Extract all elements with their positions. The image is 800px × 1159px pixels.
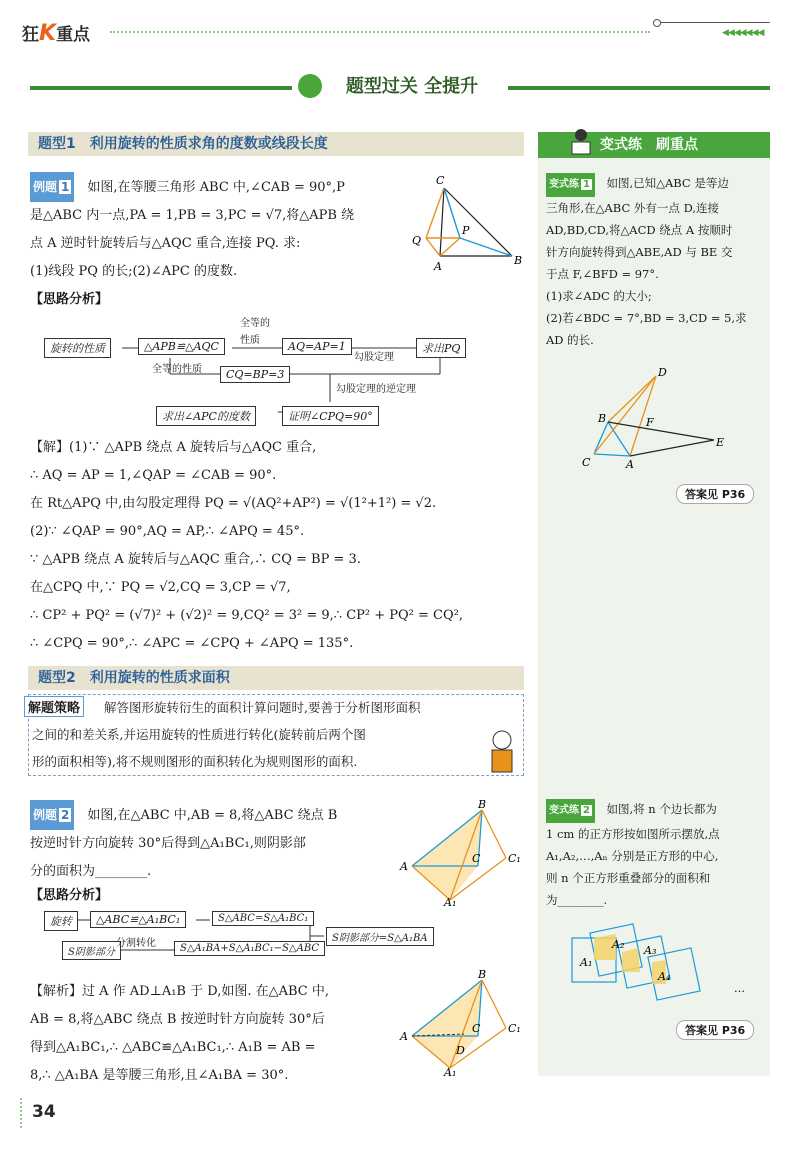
v1-label-c: C	[582, 456, 591, 469]
flow1-text-congruent-1: 全等的	[240, 318, 270, 329]
variant2-tag: 变式练 2	[546, 799, 595, 823]
flow1-text-congruent-property: 全等的性质	[152, 364, 202, 375]
brand-logo: 狂K重点	[22, 21, 91, 46]
v1-label-f: F	[646, 416, 654, 429]
fig1-label-b: B	[514, 254, 523, 267]
example2-analysis-label: 【思路分析】	[30, 888, 109, 903]
ex2b-label-a: A	[400, 1030, 408, 1043]
flow1-box-find-pq: 求出PQ	[416, 338, 466, 358]
ex2b-label-d: D	[456, 1044, 465, 1057]
ex2b-label-a1: A₁	[444, 1066, 457, 1078]
v2-label-dots: …	[734, 982, 745, 995]
header-arrows: ◀◀◀◀◀◀◀	[722, 28, 764, 38]
example1-tag: 例题 1	[30, 172, 74, 202]
right-panel-title: 变式练 刷重点	[538, 132, 770, 158]
example1-solution: 【解】(1)∵ △APB 绕点 A 旋转后与△AQC 重合, ∴ AQ = AP = 1,∠QAP = ∠CAB = 90°. 在 Rt△APQ 中,由勾股定理得 PQ = √(AQ²+AP²) = √(1²+1²) = √2. (2)∵ ∠QAP = 90°,AQ = AP,∴ ∠APQ = 45°. ∵ △APB 绕点 A 旋转后与△AQC 重合,∴ CQ = BP = 3. 在△CPQ 中,∵ PQ = √2,CQ = 3,CP = √7, ∴ CP² + PQ² = (√7)² + (√2)² = 9,CQ² = 3² = 9,∴ CP² + PQ² = CQ², ∴ ∠CPQ = 90°,∴ ∠APC = ∠CPQ + ∠APQ = 135°.	[30, 440, 463, 651]
banner-bar-right	[508, 86, 770, 90]
v1-label-b: B	[598, 412, 607, 425]
example2-problem: 例题 2 如图,在△ABC 中,AB = 8,将△ABC 绕点 B 按逆时针方向旋转 30°后得到△A₁BC₁,则阴影部 分的面积为________.	[30, 800, 410, 886]
variant1-text: 变式练 1 如图,已知△ABC 是等边 三角形,在△ABC 外有一点 D,连接 AD,BD,CD,将△ACD 绕点 A 按顺时 针方向旋转得到△ABE,AD 与 BE 交 于点 F,∠BFD = 97°. (1)求∠ADC 的大小; (2)若∠BDC = 7°,BD = 3,CD = 5,求 AD 的长.	[546, 172, 766, 351]
flow2-box-congruent: △ABC≌△A₁BC₁	[90, 911, 186, 928]
banner-title: 题型过关 全提升	[345, 76, 479, 97]
flow1-box-prove-cpq: 证明∠CPQ=90°	[282, 406, 379, 426]
fig1-label-c: C	[436, 174, 445, 187]
strategy-tag: 解题策略	[24, 696, 84, 717]
flow2-box-area-equal: S△ABC=S△A₁BC₁	[212, 911, 314, 926]
flow1-box-aq-ap: AQ=AP=1	[282, 338, 352, 355]
v2-label-a1: A₁	[580, 956, 593, 969]
flow1-box-congruent: △APB≌△AQC	[138, 338, 225, 355]
flow2-text-split: 分割转化	[116, 938, 156, 949]
page-number: 34	[32, 1102, 56, 1122]
example1-figure	[408, 172, 532, 276]
variant2-answer-ref[interactable]: 答案见 P36	[676, 1020, 754, 1040]
flow1-text-converse: 勾股定理的逆定理	[336, 384, 416, 395]
example2-figure	[398, 800, 530, 908]
section1-title: 题型1 利用旋转的性质求角的度数或线段长度	[28, 132, 524, 156]
student-icon	[566, 126, 596, 156]
fig1-label-q: Q	[412, 234, 422, 247]
header-line	[660, 22, 770, 23]
ex2-label-b: B	[478, 800, 487, 811]
ex2-label-a: A	[400, 860, 408, 873]
flow1-box-property: 旋转的性质	[44, 338, 111, 358]
flow2-box-result: S阴影部分=S△A₁BA	[326, 927, 434, 946]
example2-solution: 【解析】过 A 作 AD⊥A₁B 于 D,如图. 在△ABC 中, AB = 8,将△ABC 绕点 B 按逆时针方向旋转 30°后 得到△A₁BC₁,∴ △ABC≌△A₁BC₁,∴ A₁B = AB = 8,∴ △A₁BA 是等腰三角形,且∠A₁BA = 30°.	[30, 984, 329, 1083]
example2-tag: 例题 2	[30, 800, 74, 830]
ex2b-label-c: C	[472, 1022, 481, 1035]
variant2-text: 变式练 2 如图,将 n 个边长都为 1 cm 的正方形按如图所示摆放,点 A₁,A₂,…,Aₙ 分别是正方形的中心, 则 n 个正方形重叠部分的面积和 为________.	[546, 798, 766, 911]
variant2-figure	[566, 918, 756, 1010]
fig1-label-a: A	[434, 260, 442, 273]
example1-problem: 例题 1 如图,在等腰三角形 ABC 中,∠CAB = 90°,P 是△ABC 内一点,PA = 1,PB = 3,PC = √7,将△APB 绕 点 A 逆时针旋转后与△AQC 重合,连接 PQ. 求: (1)线段 PQ 的长;(2)∠APC 的度数.	[30, 172, 410, 286]
flow2-box-shadow: S阴影部分	[62, 941, 121, 960]
banner-bar-left	[30, 86, 292, 90]
strategy-text: 解答图形旋转衍生的面积计算问题时,要善于分析图形面积 之间的和差关系,并运用旋转的性质进行转化(旋转前后两个图 形的面积相等),将不规则图形的面积转化为规则图形的面积.	[32, 700, 421, 769]
variant1-figure	[574, 362, 734, 474]
ex2b-label-b: B	[478, 970, 487, 981]
cartoon-icon	[480, 728, 524, 780]
ex2-label-c1: C₁	[508, 852, 521, 865]
ex2-label-c: C	[472, 852, 481, 865]
example2-figure-2	[398, 970, 530, 1078]
v2-label-a4: A₄	[658, 970, 671, 983]
flow1-box-find-apc: 求出∠APC的度数	[156, 406, 256, 426]
flow2-box-sum: S△A₁BA+S△A₁BC₁−S△ABC	[174, 941, 325, 956]
variant1-tag: 变式练 1	[546, 173, 595, 197]
v2-label-a2: A₂	[612, 938, 625, 951]
flow2-box-rotate: 旋转	[44, 911, 78, 931]
header-dotted-line	[110, 31, 650, 33]
flow1-box-cq-bp: CQ=BP=3	[220, 366, 290, 383]
example1-analysis-label: 【思路分析】	[30, 292, 109, 307]
section2-title: 题型2 利用旋转的性质求面积	[28, 666, 524, 690]
flow1-text-congruent-2: 性质	[240, 335, 260, 346]
v1-label-d: D	[658, 366, 667, 379]
ex2-label-a1: A₁	[444, 896, 457, 908]
flow1-text-pythag: 勾股定理	[354, 352, 394, 363]
v2-label-a3: A₃	[644, 944, 657, 957]
fig1-label-p: P	[462, 224, 470, 237]
ex2b-label-c1: C₁	[508, 1022, 521, 1035]
variant1-answer-ref[interactable]: 答案见 P36	[676, 484, 754, 504]
v1-label-e: E	[716, 436, 725, 449]
v1-label-a: A	[626, 458, 634, 471]
